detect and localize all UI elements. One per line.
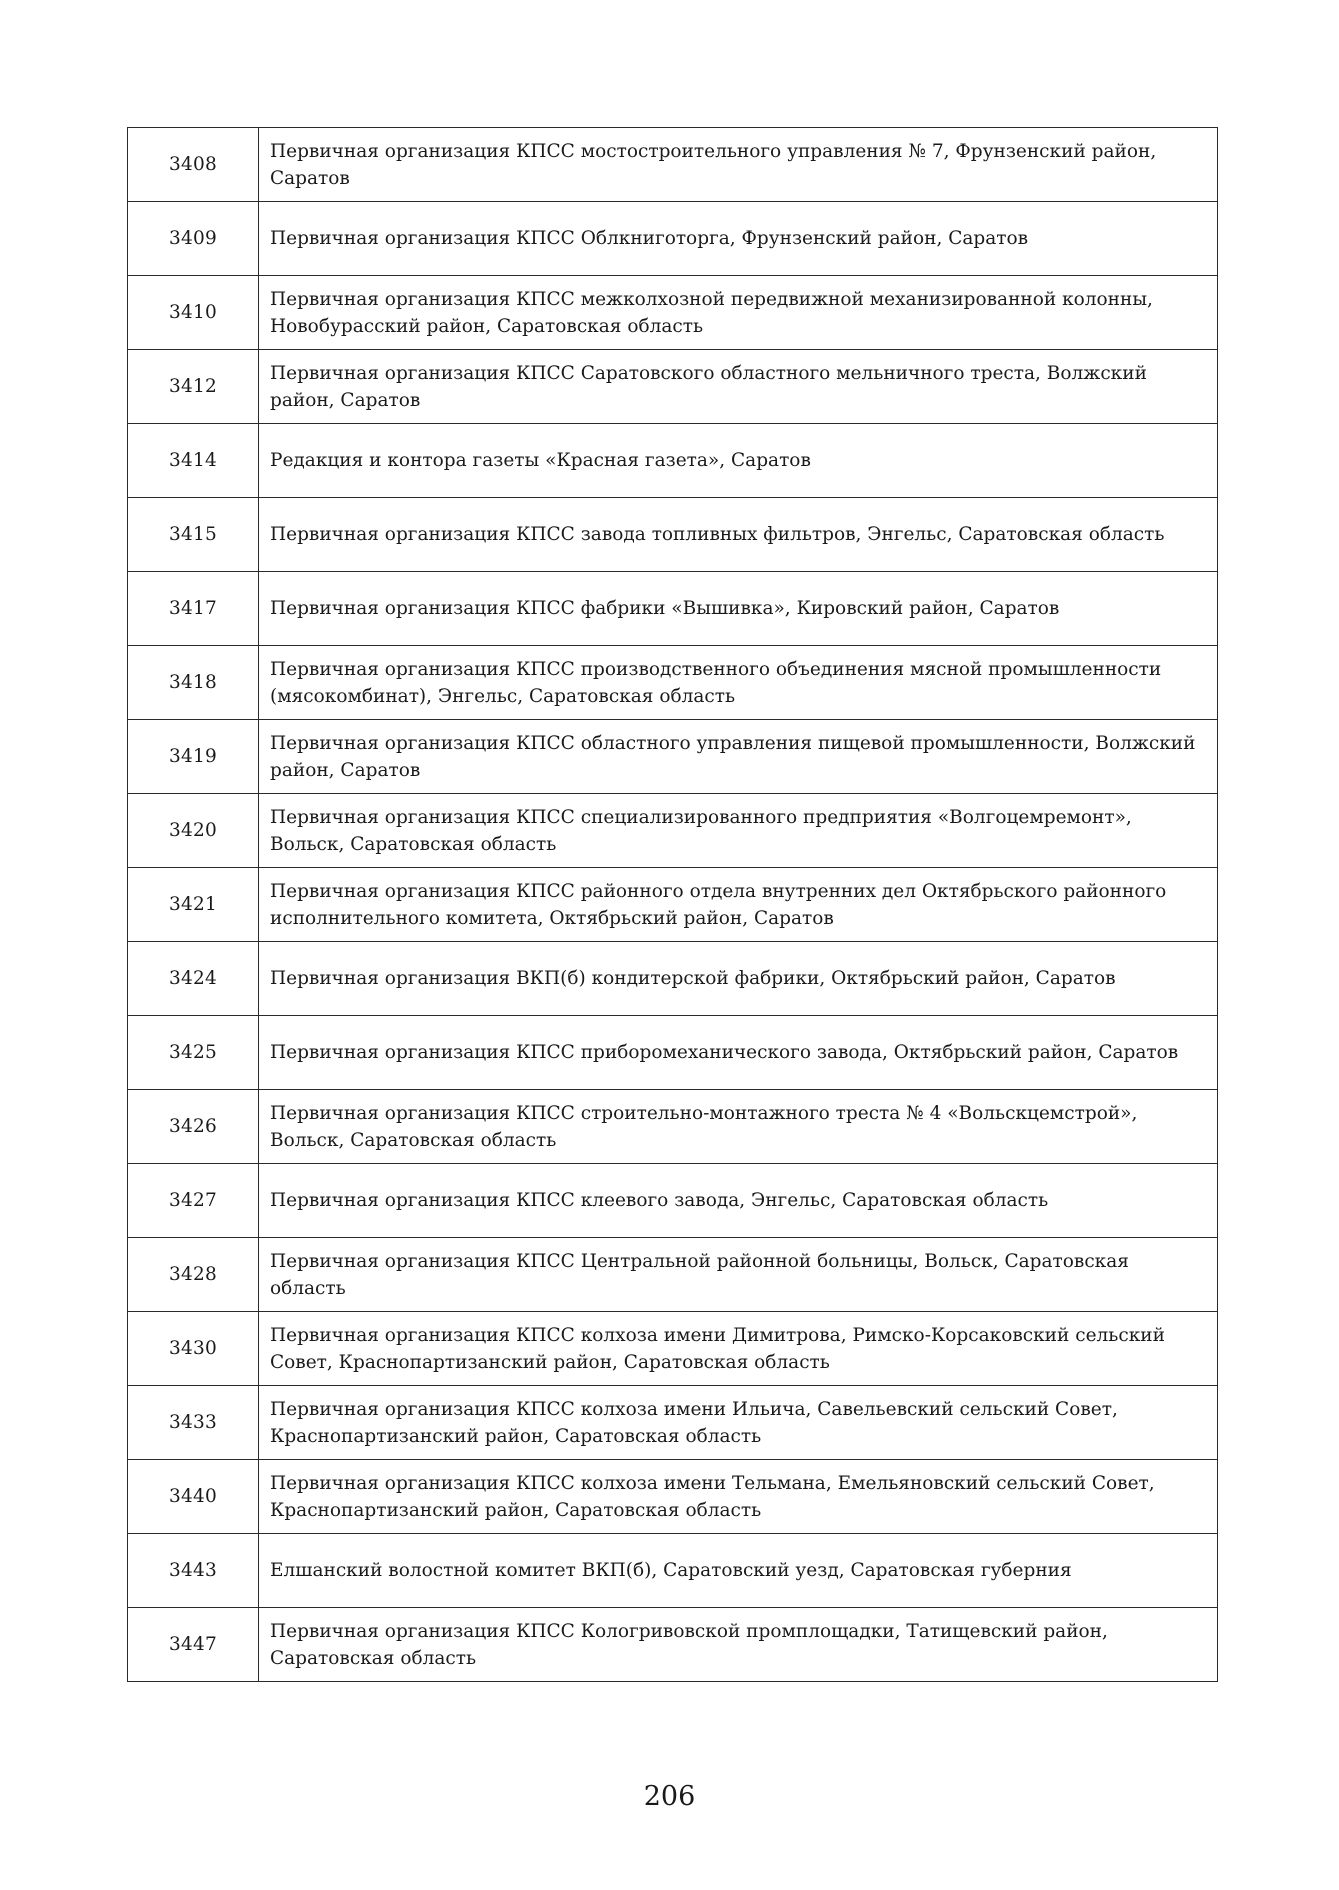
- fund-name: Первичная организация КПСС завода топливных фильтров, Энгельс, Саратовская область: [259, 498, 1218, 572]
- table-row: [128, 1238, 1218, 1312]
- table-row: [128, 1608, 1218, 1682]
- fund-number: 3409: [128, 202, 259, 276]
- fund-name: Первичная организация КПСС межколхозной передвижной механизированной колонны, Новобурасский район, Саратовская область: [259, 276, 1218, 350]
- fund-name: Первичная организация КПСС Саратовского областного мельничного треста, Волжский район, Саратов: [259, 350, 1218, 424]
- page-number: 206: [643, 1781, 696, 1812]
- fund-name: Первичная организация КПСС районного отдела внутренних дел Октябрьского районного исполнительного комитета, Октябрьский район, Саратов: [259, 868, 1218, 942]
- fund-number: 3428: [128, 1238, 259, 1312]
- fund-number: 3447: [128, 1608, 259, 1682]
- fund-name: Елшанский волостной комитет ВКП(б), Саратовский уезд, Саратовская губерния: [259, 1534, 1218, 1608]
- table-row: [128, 1460, 1218, 1534]
- fund-name: Первичная организация ВКП(б) кондитерской фабрики, Октябрьский район, Саратов: [259, 942, 1218, 1016]
- table-row: [128, 202, 1218, 276]
- table-row: [128, 646, 1218, 720]
- fund-number: 3414: [128, 424, 259, 498]
- table-row: [128, 572, 1218, 646]
- fund-name: Первичная организация КПСС фабрики «Вышивка», Кировский район, Саратов: [259, 572, 1218, 646]
- fund-number: 3410: [128, 276, 259, 350]
- fund-number: 3425: [128, 1016, 259, 1090]
- fund-name: Первичная организация КПСС колхоза имени Ильича, Савельевский сельский Совет, Краснопартизанский район, Саратовская область: [259, 1386, 1218, 1460]
- fund-name: Первичная организация КПСС строительно-монтажного треста № 4 «Вольскцемстрой», Вольск, Саратовская область: [259, 1090, 1218, 1164]
- fund-number: 3421: [128, 868, 259, 942]
- table-row: [128, 942, 1218, 1016]
- table-row: [128, 128, 1218, 202]
- fund-number: 3426: [128, 1090, 259, 1164]
- table-row: [128, 1090, 1218, 1164]
- table-row: [128, 350, 1218, 424]
- table-row: [128, 424, 1218, 498]
- fund-number: 3443: [128, 1534, 259, 1608]
- fund-name: Первичная организация КПСС Облкниготорга, Фрунзенский район, Саратов: [259, 202, 1218, 276]
- table-row: [128, 720, 1218, 794]
- fund-name: Первичная организация КПСС Центральной районной больницы, Вольск, Саратовская область: [259, 1238, 1218, 1312]
- table-row: [128, 1386, 1218, 1460]
- fund-name: Первичная организация КПСС колхоза имени Димитрова, Римско-Корсаковский сельский Совет, Краснопартизанский район, Саратовская область: [259, 1312, 1218, 1386]
- fund-number: 3419: [128, 720, 259, 794]
- fund-name: Первичная организация КПСС приборомеханического завода, Октябрьский район, Саратов: [259, 1016, 1218, 1090]
- table-row: [128, 276, 1218, 350]
- table-row: [128, 1016, 1218, 1090]
- table-row: [128, 868, 1218, 942]
- fund-number: 3427: [128, 1164, 259, 1238]
- fund-number: 3440: [128, 1460, 259, 1534]
- fund-number: 3424: [128, 942, 259, 1016]
- fund-number: 3420: [128, 794, 259, 868]
- fund-name: Первичная организация КПСС производственного объединения мясной промышленности (мясокомбинат), Энгельс, Саратовская область: [259, 646, 1218, 720]
- fund-number: 3412: [128, 350, 259, 424]
- fund-number: 3417: [128, 572, 259, 646]
- fund-list-body: [128, 128, 1218, 1682]
- table-row: [128, 1164, 1218, 1238]
- table-row: [128, 1534, 1218, 1608]
- fund-name: Первичная организация КПСС колхоза имени Тельмана, Емельяновский сельский Совет, Краснопартизанский район, Саратовская область: [259, 1460, 1218, 1534]
- fund-name: Первичная организация КПСС клеевого завода, Энгельс, Саратовская область: [259, 1164, 1218, 1238]
- fund-name: Редакция и контора газеты «Красная газета», Саратов: [259, 424, 1218, 498]
- table-row: [128, 1312, 1218, 1386]
- fund-name: Первичная организация КПСС Кологривовской промплощадки, Татищевский район, Саратовская область: [259, 1608, 1218, 1682]
- fund-number: 3433: [128, 1386, 259, 1460]
- table-row: [128, 794, 1218, 868]
- fund-list-table: [127, 127, 1218, 1682]
- fund-number: 3418: [128, 646, 259, 720]
- fund-name: Первичная организация КПСС специализированного предприятия «Волгоцемремонт», Вольск, Саратовская область: [259, 794, 1218, 868]
- fund-number: 3430: [128, 1312, 259, 1386]
- fund-name: Первичная организация КПСС мостостроительного управления № 7, Фрунзенский район, Саратов: [259, 128, 1218, 202]
- table-row: [128, 498, 1218, 572]
- fund-number: 3408: [128, 128, 259, 202]
- fund-name: Первичная организация КПСС областного управления пищевой промышленности, Волжский район, Саратов: [259, 720, 1218, 794]
- fund-number: 3415: [128, 498, 259, 572]
